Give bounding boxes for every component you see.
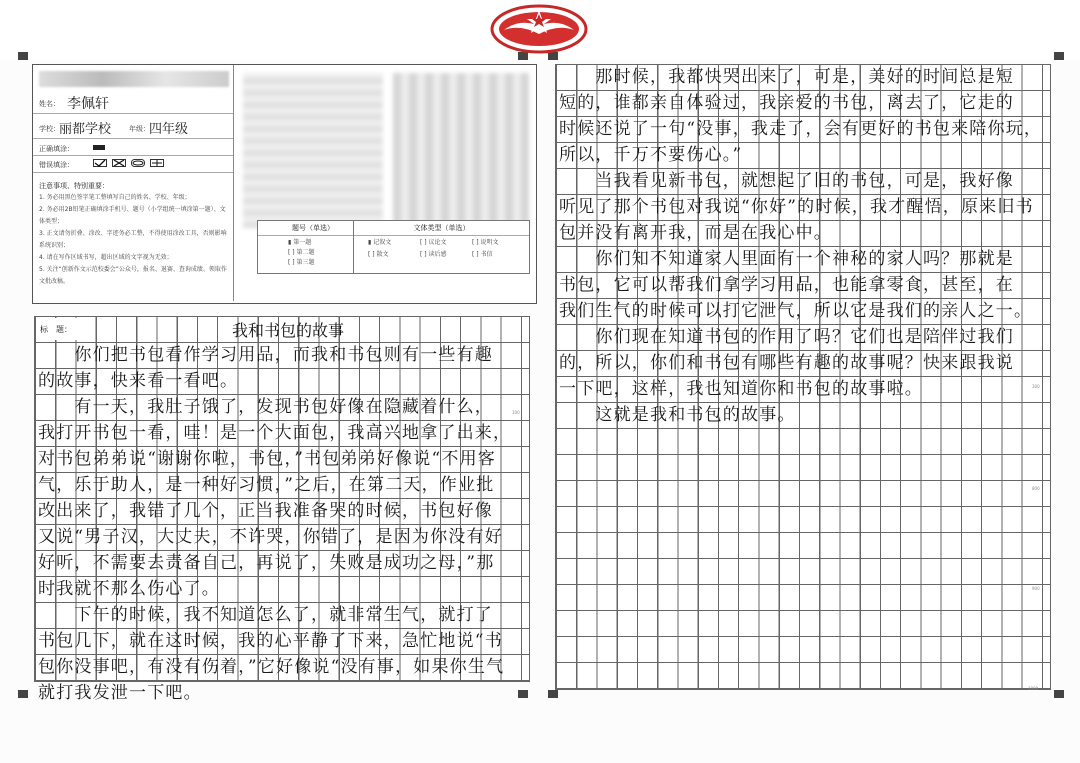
wrong-fill-examples-icon <box>93 159 167 168</box>
word-count-mark: 1000 <box>1028 686 1039 691</box>
essay-line: 包你没事吧，有没有伤着，”它好像说“没有事，如果你生气 <box>38 657 505 677</box>
essay-line: 你们把书包看作学习用品，而我和书包则有一些有趣 <box>38 345 493 365</box>
genre-type-box <box>353 220 530 274</box>
divider <box>33 172 233 173</box>
question-option[interactable]: [ ] 第三题 <box>288 259 315 266</box>
essay-line: 包并没有离开我，而是在我心中。 <box>559 223 832 243</box>
essay-line: 改出来了，我错了几个，正当我准备哭的时候，书包好像 <box>38 501 493 521</box>
notice-section <box>39 180 227 288</box>
redacted-phone-bar <box>39 71 229 87</box>
question-box-title: 题号（单选） <box>258 221 368 236</box>
essay-line: 气，乐于助人，是一种好习惯，”之后，在第二天，作业批 <box>38 475 495 495</box>
essay-line: 的故事，快来看一看吧。 <box>38 371 239 391</box>
option-label: 议论文 <box>428 239 447 246</box>
word-count-mark: 800 <box>1032 486 1040 491</box>
divider <box>33 113 233 114</box>
essay-line: 这就是我和书包的故事。 <box>559 405 796 425</box>
essay-line: 时候还说了一句“没事，我走了，会有更好的书包来陪你玩， <box>559 119 1043 139</box>
essay-line: 你们现在知道书包的作用了吗？它们也是陪伴过我们 <box>559 327 1014 347</box>
notice-item: 2. 务必用2B铅笔正确填涂手机号、题号（小学组统一填涂第一题）、文体类型； <box>39 206 226 225</box>
option-label: 散文 <box>376 251 389 258</box>
essay-line: 对书包弟弟说“谢谢你啦，书包，”书包弟弟好像说“不用客 <box>38 449 496 469</box>
essay-line: 所以，千万不要伤心。” <box>559 145 743 165</box>
essay-line: 好听，不需要去责备自己，再说了，失败是成功之母，”那 <box>38 553 495 573</box>
title-label: 标 题： <box>36 318 90 340</box>
genre-option[interactable]: [ ] 说明文 <box>472 239 499 246</box>
essay-text-left <box>38 342 511 706</box>
essay-line: 有一天，我肚子饿了，发现书包好像在隐藏着什么， <box>38 397 493 417</box>
emblem-logo-icon <box>490 4 588 54</box>
essay-line: 那时候，我都快哭出来了，可是，美好的时间总是短 <box>559 67 1014 87</box>
genre-option[interactable]: [ ] 散文 <box>368 251 389 258</box>
option-label: 读后感 <box>428 251 447 258</box>
essay-line: 又说“男子汉，大丈夫，不许哭，你错了，是因为你没有好 <box>38 527 503 547</box>
registration-mark <box>548 690 558 698</box>
divider <box>33 155 233 156</box>
option-label: 说明文 <box>480 239 499 246</box>
registration-mark <box>18 690 28 698</box>
option-label: 第二题 <box>296 249 315 256</box>
essay-line: 我打开书包一看，哇！是一个大面包，我高兴地拿了出来， <box>38 423 512 443</box>
essay-line: 一下吧，这样，我也知道你和书包的故事啦。 <box>559 379 923 399</box>
divider <box>33 138 233 139</box>
genre-box-title: 文体类型（单选） <box>354 221 529 236</box>
grade-value: 四年级 <box>149 122 189 137</box>
redacted-phone-grid <box>393 73 529 228</box>
option-label: 第三题 <box>296 259 315 266</box>
essay-line: 我们生气的时候可以打它泄气，所以它是我们的亲人之一。 <box>559 301 1033 321</box>
student-name: 李佩轩 <box>67 96 109 112</box>
notice-heading: 注意事项、特别重要： <box>39 182 109 190</box>
essay-line: 短的，谁都亲自体验过，我亲爱的书包，离去了，它走的 <box>559 93 1014 113</box>
notice-item: 4. 请在写作区域书写，超出区域的文字视为无效； <box>39 254 173 261</box>
question-option[interactable]: ▮ 第一题 <box>288 239 312 246</box>
redacted-phone-grid <box>243 73 383 228</box>
option-label: 书信 <box>480 251 493 258</box>
essay-line: 当我看见新书包，就想起了旧的书包，可是，我好像 <box>559 171 1014 191</box>
option-label: 第一题 <box>293 239 312 246</box>
option-label: 记叙文 <box>373 239 392 246</box>
genre-option[interactable]: [ ] 议论文 <box>420 239 447 246</box>
registration-mark <box>18 52 28 60</box>
essay-line: 时我就不那么伤心了。 <box>38 579 220 599</box>
wrong-fill-label: 错误填涂： <box>39 161 74 169</box>
genre-option[interactable]: ▮ 记叙文 <box>368 239 392 246</box>
student-info-panel <box>32 64 537 304</box>
essay-line: 听见了那个书包对我说“你好”的时候，我才醒悟，原来旧书 <box>559 197 1034 217</box>
essay-line: 下午的时候，我不知道怎么了，就非常生气，就打了 <box>38 605 493 625</box>
registration-mark <box>1054 690 1064 698</box>
grade-label: 年级： <box>129 125 150 133</box>
essay-line: 你们知不知道家人里面有一个神秘的家人吗？那就是 <box>559 249 1014 269</box>
word-count-mark: 900 <box>1032 586 1040 591</box>
essay-title: 我和书包的故事 <box>232 321 345 340</box>
registration-mark <box>1054 52 1064 60</box>
school-label: 学校： <box>39 125 60 133</box>
word-count-mark: 100 <box>512 410 520 415</box>
student-info-fields <box>33 65 234 301</box>
essay-line: 就打我发泄一下吧。 <box>38 683 202 703</box>
notice-item: 3. 正文请勿折叠、涂改、字迹务必工整，不得使用涂改工具，否则影响系统识别； <box>39 230 227 249</box>
notice-item: 5. 关注“创新作文示范校委会”公众号，报名、退赛、查询成绩、领取作文批改稿。 <box>39 266 227 285</box>
essay-line: 的，所以，你们和书包有哪些有趣的故事呢？快来跟我说 <box>559 353 1014 373</box>
school-name: 丽都学校 <box>59 122 112 137</box>
question-option[interactable]: [ ] 第二题 <box>288 249 315 256</box>
registration-mark <box>518 690 528 698</box>
genre-option[interactable]: [ ] 书信 <box>472 251 493 258</box>
essay-text-right <box>559 64 1042 428</box>
genre-option[interactable]: [ ] 读后感 <box>420 251 447 258</box>
name-label: 姓名： <box>39 100 60 108</box>
essay-line: 书包几下，就在这时候，我的心平静了下来，急忙地说“书 <box>38 631 503 651</box>
notice-item: 1. 务必用黑色签字笔工整填写自己的姓名、学校、年级； <box>39 194 191 201</box>
correct-fill-example <box>93 145 105 150</box>
correct-fill-label: 正确填涂： <box>39 145 74 153</box>
essay-line: 书包，它可以帮我们拿学习用品，也能拿零食，甚至，在 <box>559 275 1014 295</box>
word-count-mark: 300 <box>1032 384 1040 389</box>
